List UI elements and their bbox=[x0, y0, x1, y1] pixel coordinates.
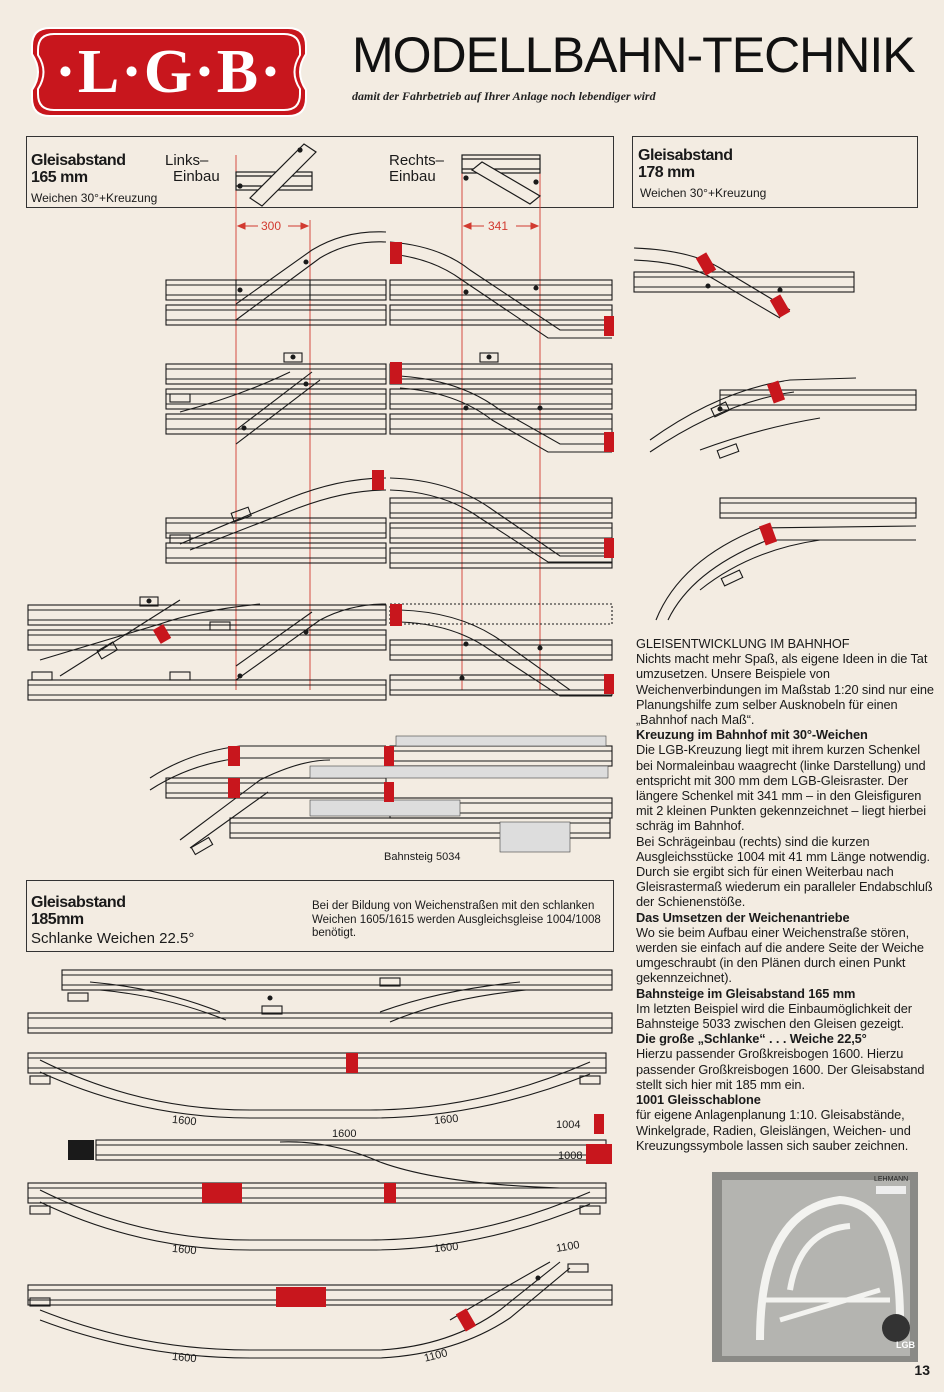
box-185-note: Bei der Bildung von Weichenstraßen mit den schlanken Weichen 1605/1615 werden Ausgleichsgleise 1004/1008 benötigt. bbox=[312, 900, 601, 939]
right-install-label2: Einbau bbox=[389, 168, 436, 185]
box-185-heading2: 185mm bbox=[31, 911, 84, 928]
legend-1004-label: 1004 bbox=[556, 1119, 581, 1131]
box-165-heading: Gleisabstand bbox=[31, 152, 126, 169]
dim-341-label: 341 bbox=[488, 219, 509, 233]
track-label-b2: 1600 bbox=[433, 1240, 460, 1256]
legend-1008-label: 1008 bbox=[558, 1150, 583, 1162]
template-brand: LEHMANN bbox=[874, 1176, 909, 1183]
1001-mark bbox=[68, 1140, 94, 1160]
left-install-label2: Einbau bbox=[173, 168, 220, 185]
page-subtitle: damit der Fahrbetrieb auf Ihrer Anlage noch lebendiger wird bbox=[352, 89, 656, 103]
template-logo: LGB bbox=[896, 1340, 915, 1350]
article bbox=[636, 636, 936, 1153]
article-p6: Hierzu passender Großkreisbogen 1600. Hierzu passender Großkreisbogen 1600. Der Gleisabstand stellt sich hier mit 185 mm ein. bbox=[636, 1046, 925, 1092]
track-label-b3: 1100 bbox=[555, 1239, 581, 1255]
article-heading: GLEISENTWICKLUNG IM BAHNHOF bbox=[636, 636, 850, 651]
track-label-b1: 1600 bbox=[171, 1242, 198, 1258]
track-label-a1: 1600 bbox=[171, 1113, 198, 1129]
track-label-b0: 1600 bbox=[332, 1128, 357, 1140]
article-h2: Kreuzung im Bahnhof mit 30°-Weichen bbox=[636, 727, 868, 743]
legend-1008-swatch bbox=[586, 1144, 612, 1164]
row1 bbox=[166, 232, 612, 338]
box-165-heading2: 165 mm bbox=[31, 169, 88, 186]
platform-label: Bahnsteig 5034 bbox=[384, 851, 461, 863]
row4 bbox=[28, 597, 612, 700]
article-h6: 1001 Gleisschablone bbox=[636, 1092, 761, 1108]
article-h3: Das Umsetzen der Weichenantriebe bbox=[636, 909, 850, 925]
box-178-heading: Gleisabstand bbox=[638, 147, 733, 164]
crossing-icon-left bbox=[236, 144, 316, 206]
article-p2: Die LGB-Kreuzung liegt mit ihrem kurzen Schenkel bei Normaleinbau waagrecht (linke Darstellung) und entspricht mit 300 mm dem LGB-Gleisraster. Der längere Schenkel mit 341 mm – in den Gleisfiguren mit 2 kleinen Punkten gekennzeichnet – liegt hierbei schräg im Bahnhof. bbox=[636, 742, 927, 834]
row2 bbox=[166, 353, 612, 452]
logo-text: ·L·G·B· bbox=[55, 37, 283, 106]
article-p3: Bei Schrägeinbau (rechts) sind die kurzen Ausgleichsstücke 1004 mit 41 mm Länge notwendig. Durch sie ergibt sich für einen Weiterbau nach Gleisrastermaß wiederum ein paralleler Endabschluß der Schienenstöße. bbox=[636, 833, 933, 910]
left-install-label: Links– bbox=[165, 152, 209, 169]
legend-1004-swatch bbox=[594, 1114, 604, 1134]
article-p4: Wo sie beim Aufbau einer Weichenstraße stören, werden sie einfach auf die andere Seite der Weiche umgeschraubt (in den Plänen durch einen Punkt gekennzeichnet). bbox=[636, 924, 924, 986]
article-p7: für eigene Anlagenplanung 1:10. Gleisabstände, Winkelgrade, Radien, Gleislängen, Weichen- und Kreuzungssymbole lassen sich sauber zeichnen. bbox=[636, 1107, 911, 1153]
crossing-icon-right bbox=[462, 155, 540, 204]
box-185-heading: Gleisabstand bbox=[31, 894, 126, 911]
box-185-sub: Schlanke Weichen 22.5° bbox=[31, 930, 195, 947]
template-photo bbox=[712, 1172, 918, 1362]
box-178-sub: Weichen 30°+Kreuzung bbox=[640, 186, 767, 200]
page-title: MODELLBAHN-TECHNIK bbox=[352, 27, 915, 83]
dim-300-label: 300 bbox=[261, 219, 282, 233]
track-label-a2: 1600 bbox=[433, 1112, 460, 1128]
track-label-c2: 1100 bbox=[422, 1347, 449, 1365]
article-h5: Die große „Schlanke“ . . . Weiche 22,5° bbox=[636, 1031, 867, 1047]
article-p5: Im letzten Beispiel wird die Einbaumöglichkeit der Bahnsteige 5033 zwischen den Gleisen gezeigt. bbox=[636, 1000, 912, 1032]
article-p1: Nichts macht mehr Spaß, als eigene Ideen in die Tat umzusetzen. Unsere Beispiele von Weichenverbindungen im Maßstab 1:20 sind nur eine Planungshilfe zum selber Ausknobeln für einen „Bahnhof nach Maß“. bbox=[636, 651, 934, 728]
box-165-sub: Weichen 30°+Kreuzung bbox=[31, 191, 158, 205]
page-number: 13 bbox=[914, 1362, 930, 1378]
box-178-heading2: 178 mm bbox=[638, 164, 695, 181]
row3 bbox=[166, 478, 612, 568]
article-h4: Bahnsteige im Gleisabstand 165 mm bbox=[636, 985, 856, 1001]
track-label-c1: 1600 bbox=[171, 1350, 198, 1366]
right-install-label: Rechts– bbox=[389, 152, 445, 169]
platform-5034 bbox=[310, 736, 608, 852]
